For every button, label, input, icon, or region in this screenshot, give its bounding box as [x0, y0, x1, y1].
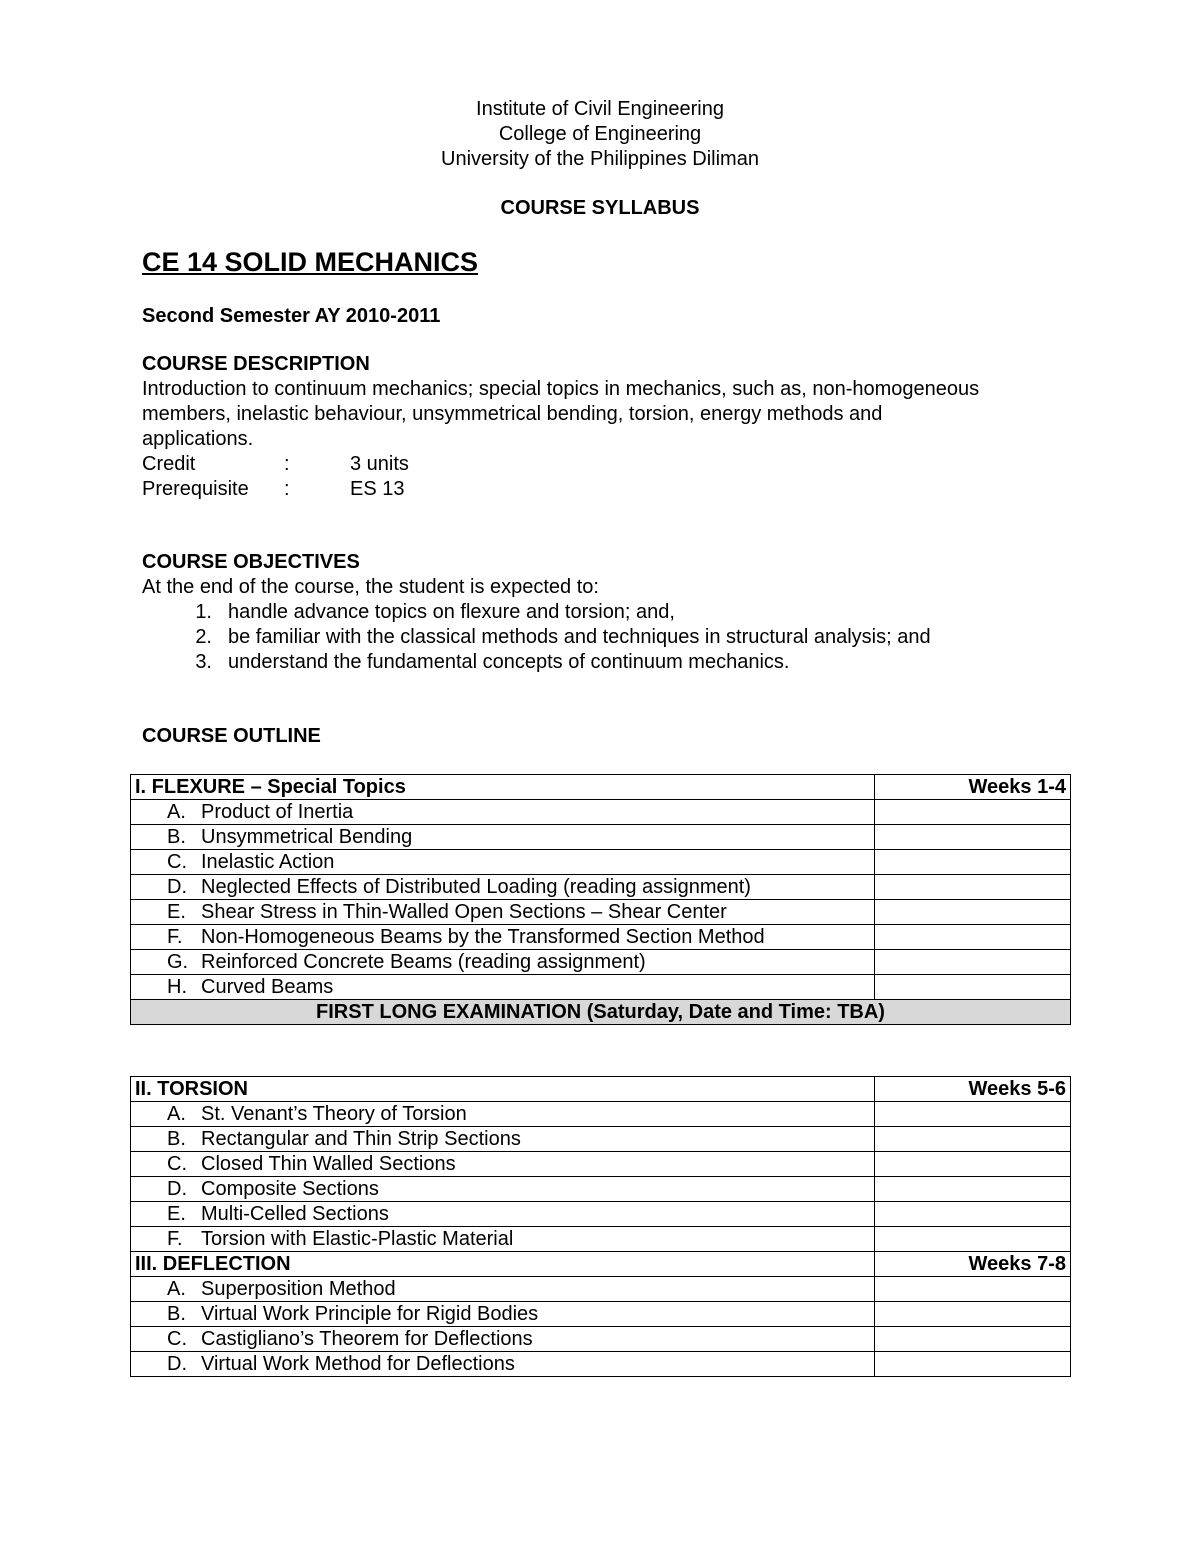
topic-weeks: Weeks 7-8 — [875, 1252, 1071, 1277]
table-row — [131, 925, 1071, 950]
table-row — [131, 900, 1071, 925]
subtopic-letter: C. — [167, 851, 187, 873]
list-item — [142, 625, 1062, 650]
table-row — [131, 1127, 1071, 1152]
table-row — [131, 1152, 1071, 1177]
course-title: CE 14 SOLID MECHANICS — [142, 247, 479, 277]
topic-weeks: Weeks 5-6 — [875, 1077, 1071, 1102]
semester-label: Second Semester AY 2010-2011 — [142, 305, 441, 327]
weeks-cell — [875, 1177, 1071, 1202]
table-row — [131, 1277, 1071, 1302]
subtopic-text: Closed Thin Walled Sections — [201, 1153, 456, 1175]
subtopic-letter: C. — [167, 1153, 187, 1175]
weeks-cell — [875, 975, 1071, 1000]
course-objectives-heading: COURSE OBJECTIVES — [142, 551, 360, 573]
prerequisite-value: ES 13 — [350, 478, 405, 500]
table-row — [131, 1202, 1071, 1227]
subtopic-text: Composite Sections — [201, 1178, 379, 1200]
topic-title: III. DEFLECTION — [131, 1252, 875, 1277]
credit-row — [142, 452, 1062, 477]
table-row — [131, 1352, 1071, 1377]
subtopic-text: Castigliano’s Theorem for Deflections — [201, 1328, 533, 1350]
credit-separator: : — [284, 453, 290, 475]
objective-number: 3. — [195, 651, 212, 673]
subtopic-letter: E. — [167, 901, 186, 923]
table-row — [131, 1102, 1071, 1127]
credit-value: 3 units — [350, 453, 409, 475]
subtopic-letter: B. — [167, 1128, 186, 1150]
weeks-cell — [875, 925, 1071, 950]
course-description-line-2: members, inelastic behaviour, unsymmetrical bending, torsion, energy methods and — [142, 403, 883, 425]
college-name: College of Engineering — [498, 123, 702, 145]
subtopic-letter: E. — [167, 1203, 186, 1225]
table-row — [131, 775, 1071, 800]
table-row — [131, 825, 1071, 850]
course-description-line-3: applications. — [142, 428, 254, 450]
course-description-line-1: Introduction to continuum mechanics; special topics in mechanics, such as, non-homogeneous — [142, 378, 980, 400]
exam-label: FIRST LONG EXAMINATION (Saturday, Date and Time: TBA) — [131, 1000, 1071, 1025]
subtopic-letter: F. — [167, 1228, 183, 1250]
subtopic-text: St. Venant’s Theory of Torsion — [201, 1103, 467, 1125]
topic-weeks: Weeks 1-4 — [875, 775, 1071, 800]
subtopic-text: Torsion with Elastic-Plastic Material — [201, 1228, 514, 1250]
table-row — [131, 1252, 1071, 1277]
subtopic-text: Unsymmetrical Bending — [201, 826, 413, 848]
subtopic-letter: D. — [167, 876, 187, 898]
subtopic-letter: D. — [167, 1178, 187, 1200]
weeks-cell — [875, 1352, 1071, 1377]
university-name: University of the Philippines Diliman — [441, 148, 759, 170]
weeks-cell — [875, 800, 1071, 825]
weeks-cell — [875, 1277, 1071, 1302]
syllabus-label: COURSE SYLLABUS — [500, 197, 700, 219]
table-row — [131, 1302, 1071, 1327]
weeks-cell — [875, 1302, 1071, 1327]
weeks-cell — [875, 1102, 1071, 1127]
subtopic-text: Neglected Effects of Distributed Loading (reading assignment) — [201, 876, 751, 898]
objective-text: handle advance topics on flexure and torsion; and, — [228, 601, 675, 623]
subtopic-text: Shear Stress in Thin-Walled Open Sections – Shear Center — [201, 901, 727, 923]
list-item — [142, 600, 1062, 625]
subtopic-letter: F. — [167, 926, 183, 948]
table-row — [131, 850, 1071, 875]
table-row — [131, 800, 1071, 825]
table-row — [131, 950, 1071, 975]
list-item — [142, 650, 1062, 675]
table-row — [131, 875, 1071, 900]
table-row — [131, 975, 1071, 1000]
outline-table-torsion-deflection — [130, 1076, 1071, 1377]
outline-table-flexure — [130, 774, 1071, 1025]
subtopic-letter: A. — [167, 1278, 186, 1300]
table-row — [131, 1327, 1071, 1352]
weeks-cell — [875, 1227, 1071, 1252]
weeks-cell — [875, 900, 1071, 925]
objective-number: 1. — [195, 601, 212, 623]
subtopic-letter: C. — [167, 1328, 187, 1350]
course-description-section — [142, 352, 1062, 502]
course-description-heading: COURSE DESCRIPTION — [142, 353, 370, 375]
weeks-cell — [875, 950, 1071, 975]
table-row — [131, 1077, 1071, 1102]
subtopic-text: Inelastic Action — [201, 851, 335, 873]
weeks-cell — [875, 850, 1071, 875]
table-row — [131, 1227, 1071, 1252]
weeks-cell — [875, 1202, 1071, 1227]
objective-text: be familiar with the classical methods and techniques in structural analysis; and — [228, 626, 931, 648]
institute-name: Institute of Civil Engineering — [476, 98, 724, 120]
weeks-cell — [875, 875, 1071, 900]
subtopic-letter: B. — [167, 826, 186, 848]
weeks-cell — [875, 1152, 1071, 1177]
subtopic-letter: B. — [167, 1303, 186, 1325]
course-outline-heading: COURSE OUTLINE — [142, 725, 321, 747]
subtopic-text: Virtual Work Principle for Rigid Bodies — [201, 1303, 539, 1325]
topic-title: I. FLEXURE – Special Topics — [131, 775, 875, 800]
weeks-cell — [875, 825, 1071, 850]
course-objectives-section — [142, 550, 1062, 675]
objective-number: 2. — [195, 626, 212, 648]
credit-label: Credit — [142, 453, 196, 475]
subtopic-text: Rectangular and Thin Strip Sections — [201, 1128, 521, 1150]
weeks-cell — [875, 1127, 1071, 1152]
subtopic-letter: G. — [167, 951, 189, 973]
subtopic-text: Virtual Work Method for Deflections — [201, 1353, 515, 1375]
subtopic-letter: A. — [167, 801, 186, 823]
subtopic-letter: H. — [167, 976, 187, 998]
subtopic-text: Superposition Method — [201, 1278, 396, 1300]
subtopic-letter: A. — [167, 1103, 186, 1125]
subtopic-text: Curved Beams — [201, 976, 334, 998]
subtopic-text: Multi-Celled Sections — [201, 1203, 389, 1225]
subtopic-text: Product of Inertia — [201, 801, 354, 823]
table-row — [131, 1177, 1071, 1202]
subtopic-text: Reinforced Concrete Beams (reading assignment) — [201, 951, 646, 973]
prerequisite-separator: : — [284, 478, 290, 500]
weeks-cell — [875, 1327, 1071, 1352]
prerequisite-row — [142, 477, 1062, 502]
document-header — [0, 97, 1200, 172]
course-objectives-intro: At the end of the course, the student is expected to: — [142, 576, 599, 598]
exam-row — [131, 1000, 1071, 1025]
subtopic-letter: D. — [167, 1353, 187, 1375]
objective-text: understand the fundamental concepts of continuum mechanics. — [228, 651, 790, 673]
topic-title: II. TORSION — [131, 1077, 875, 1102]
subtopic-text: Non-Homogeneous Beams by the Transformed Section Method — [201, 926, 765, 948]
objectives-list — [142, 600, 1062, 675]
prerequisite-label: Prerequisite — [142, 478, 249, 500]
